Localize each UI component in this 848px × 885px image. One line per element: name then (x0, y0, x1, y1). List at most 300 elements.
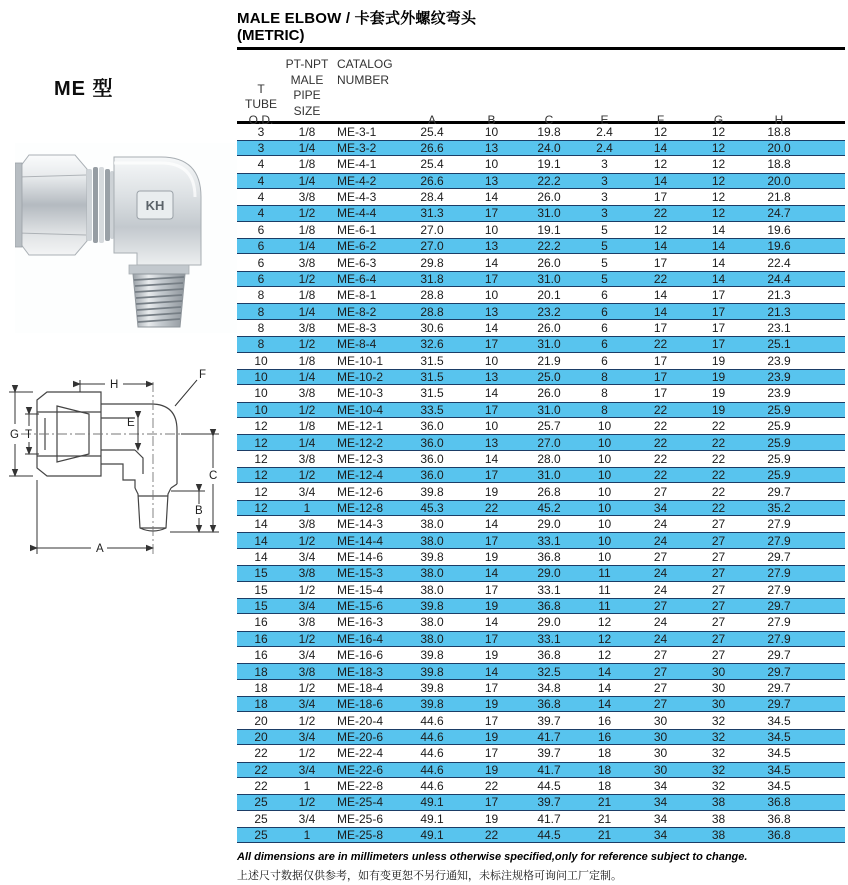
value-cell: 39.8 (420, 648, 444, 663)
table-row (237, 582, 845, 598)
catalog-number-cell: ME-16-6 (337, 648, 384, 663)
catalog-number-cell: ME-8-2 (337, 304, 377, 319)
value-cell: 34.5 (767, 729, 791, 744)
value-cell: 19 (484, 648, 499, 663)
value-cell: 31.0 (537, 206, 561, 221)
table-row (237, 451, 845, 467)
value-cell: 22 (484, 828, 499, 843)
catalog-number-cell: ME-8-3 (337, 320, 377, 335)
value-cell: 16 (254, 615, 268, 630)
catalog-number-cell: ME-4-1 (337, 157, 377, 172)
value-cell: 12 (653, 157, 668, 172)
catalog-number-cell: ME-15-3 (337, 566, 384, 581)
value-cell: 17 (711, 304, 726, 319)
value-cell: 20 (254, 729, 268, 744)
value-cell: 31.5 (420, 370, 444, 385)
value-cell: 44.5 (537, 779, 561, 794)
value-cell: 34 (653, 795, 668, 810)
value-cell: 22 (711, 451, 726, 466)
value-cell: 24 (653, 566, 668, 581)
value-cell: 17 (484, 631, 499, 646)
value-cell: 29.0 (537, 615, 561, 630)
value-cell: 1/2 (298, 402, 316, 417)
value-cell: 11 (598, 566, 611, 581)
value-cell: 17 (653, 353, 668, 368)
table-row (237, 271, 845, 287)
value-cell: 8 (257, 288, 265, 303)
dim-label-t: T (25, 429, 33, 441)
value-cell: 10 (254, 402, 268, 417)
value-cell: 28.8 (420, 288, 444, 303)
value-cell: 34.5 (767, 762, 791, 777)
value-cell: 25.1 (767, 337, 791, 352)
value-cell: 28.4 (420, 190, 444, 205)
value-cell: 18 (254, 680, 268, 695)
value-cell: 19.6 (767, 222, 791, 237)
value-cell: 1 (303, 828, 311, 843)
value-cell: 28.0 (537, 451, 561, 466)
value-cell: 3/4 (298, 648, 316, 663)
value-cell: 22 (711, 419, 726, 434)
value-cell: 44.6 (420, 779, 444, 794)
value-cell: 22 (711, 468, 726, 483)
value-cell: 1/8 (298, 157, 316, 172)
col-header-a: A (427, 112, 436, 127)
value-cell: 24 (653, 631, 668, 646)
value-cell: 4 (257, 157, 265, 172)
catalog-number-cell: ME-18-6 (337, 697, 384, 712)
value-cell: 1/4 (298, 304, 316, 319)
value-cell: 8 (601, 402, 608, 417)
table-row (237, 696, 845, 712)
value-cell: 29.7 (767, 550, 791, 565)
value-cell: 14 (597, 680, 612, 695)
value-cell: 14 (484, 664, 499, 679)
value-cell: 27 (653, 697, 668, 712)
value-cell: 5 (601, 255, 608, 270)
value-cell: 10 (484, 124, 499, 139)
value-cell: 38.0 (420, 517, 444, 532)
value-cell: 11 (598, 599, 611, 614)
catalog-number-cell: ME-8-4 (337, 337, 377, 352)
brand-stamp: KH (145, 198, 165, 213)
value-cell: 49.1 (420, 795, 444, 810)
catalog-number-cell: ME-18-3 (337, 664, 384, 679)
value-cell: 30 (711, 664, 726, 679)
catalog-number-cell: ME-25-8 (337, 828, 384, 843)
value-cell: 1/8 (298, 419, 316, 434)
value-cell: 21.3 (767, 304, 791, 319)
value-cell: 27 (653, 484, 668, 499)
col-header-e: E (600, 112, 609, 127)
series-label: ME 型 (54, 78, 114, 100)
value-cell: 12 (711, 173, 726, 188)
table-row (237, 418, 845, 434)
value-cell: 27.9 (767, 631, 791, 646)
value-cell: 26.6 (420, 141, 444, 156)
header-line: NUMBER (337, 72, 390, 87)
value-cell: 26.0 (537, 320, 561, 335)
value-cell: 39.8 (420, 599, 444, 614)
value-cell: 32.6 (420, 337, 444, 352)
value-cell: 27.0 (420, 239, 444, 254)
value-cell: 1 (303, 779, 311, 794)
value-cell: 22 (484, 500, 499, 515)
value-cell: 22 (711, 500, 726, 515)
value-cell: 44.6 (420, 713, 444, 728)
col-header-g: G (713, 112, 724, 127)
value-cell: 1/4 (298, 370, 316, 385)
table-row (237, 745, 845, 761)
value-cell: 3/4 (298, 550, 316, 565)
value-cell: 12 (597, 648, 612, 663)
value-cell: 31.5 (420, 386, 444, 401)
value-cell: 18 (254, 697, 268, 712)
value-cell: 33.5 (420, 402, 444, 417)
catalog-number-cell: ME-16-3 (337, 615, 384, 630)
value-cell: 12 (711, 206, 726, 221)
value-cell: 22 (653, 402, 668, 417)
table-row (237, 614, 845, 630)
value-cell: 10 (484, 222, 499, 237)
value-cell: 11 (598, 582, 611, 597)
value-cell: 36.8 (767, 828, 791, 843)
table-row (237, 336, 845, 352)
table-row (237, 222, 845, 238)
catalog-number-cell: ME-12-8 (337, 500, 384, 515)
catalog-number-cell: ME-20-6 (337, 729, 384, 744)
table-row (237, 303, 845, 319)
value-cell: 20 (254, 713, 268, 728)
value-cell: 39.8 (420, 697, 444, 712)
value-cell: 31.3 (420, 206, 444, 221)
value-cell: 14 (484, 190, 499, 205)
value-cell: 29.0 (537, 566, 561, 581)
catalog-number-cell: ME-3-2 (337, 141, 377, 156)
table-row (237, 663, 845, 679)
value-cell: 27.9 (767, 517, 791, 532)
value-cell: 27 (711, 599, 726, 614)
value-cell: 14 (484, 517, 499, 532)
value-cell: 23.1 (767, 320, 791, 335)
value-cell: 49.1 (420, 811, 444, 826)
value-cell: 5 (601, 271, 608, 286)
dim-label-e: E (127, 417, 135, 429)
product-photo (15, 143, 237, 333)
value-cell: 19 (484, 762, 499, 777)
table-row (237, 156, 845, 172)
value-cell: 1/8 (298, 288, 316, 303)
value-cell: 14 (254, 533, 268, 548)
header-line: PIPE (293, 88, 321, 102)
value-cell: 22 (653, 468, 668, 483)
table-row (237, 173, 845, 189)
value-cell: 10 (254, 386, 268, 401)
value-cell: 25.9 (767, 435, 791, 450)
value-cell: 3 (257, 141, 265, 156)
value-cell: 13 (484, 435, 499, 450)
value-cell: 10 (597, 533, 612, 548)
value-cell: 1/2 (298, 468, 316, 483)
value-cell: 1/2 (298, 533, 316, 548)
table-row (237, 467, 845, 483)
value-cell: 30 (711, 697, 726, 712)
value-cell: 3/4 (298, 484, 316, 499)
table-row (237, 647, 845, 663)
value-cell: 14 (711, 239, 726, 254)
value-cell: 39.7 (537, 746, 561, 761)
table-row (237, 287, 845, 303)
value-cell: 31.0 (537, 271, 561, 286)
value-cell: 26.0 (537, 255, 561, 270)
value-cell: 12 (711, 124, 726, 139)
catalog-number-cell: ME-25-4 (337, 795, 384, 810)
value-cell: 1/2 (298, 713, 316, 728)
value-cell: 27 (711, 566, 726, 581)
value-cell: 3/4 (298, 729, 316, 744)
value-cell: 27 (653, 599, 668, 614)
value-cell: 32 (711, 729, 726, 744)
dim-label-f: F (199, 369, 207, 381)
value-cell: 10 (254, 370, 268, 385)
value-cell: 24 (653, 533, 668, 548)
value-cell: 31.0 (537, 337, 561, 352)
catalog-number-cell: ME-12-1 (337, 419, 384, 434)
value-cell: 29.7 (767, 680, 791, 695)
value-cell: 3 (601, 206, 608, 221)
catalog-number-cell: ME-4-2 (337, 173, 377, 188)
catalog-number-cell: ME-10-3 (337, 386, 384, 401)
value-cell: 12 (653, 124, 668, 139)
dim-label-b: B (195, 505, 203, 517)
value-cell: 3/4 (298, 697, 316, 712)
value-cell: 1/2 (298, 795, 316, 810)
value-cell: 13 (484, 173, 499, 188)
value-cell: 2.4 (596, 141, 613, 156)
value-cell: 33.1 (537, 582, 561, 597)
value-cell: 12 (254, 451, 268, 466)
value-cell: 15 (254, 582, 268, 597)
value-cell: 39.8 (420, 550, 444, 565)
value-cell: 38.0 (420, 533, 444, 548)
value-cell: 29.7 (767, 697, 791, 712)
value-cell: 29.7 (767, 484, 791, 499)
catalog-number-cell: ME-14-6 (337, 550, 384, 565)
footnote-english: All dimensions are in millimeters unless otherwise specified,only for reference subject to change. (237, 851, 748, 864)
value-cell: 10 (484, 419, 499, 434)
value-cell: 21.8 (767, 190, 791, 205)
table-row (237, 549, 845, 565)
value-cell: 4 (257, 190, 265, 205)
value-cell: 3/8 (298, 451, 316, 466)
value-cell: 31.0 (537, 402, 561, 417)
table-row (237, 729, 845, 745)
value-cell: 45.2 (537, 500, 561, 515)
value-cell: 24 (653, 582, 668, 597)
value-cell: 14 (484, 451, 499, 466)
dim-label-h: H (110, 379, 119, 391)
value-cell: 27 (653, 664, 668, 679)
value-cell: 13 (484, 239, 499, 254)
value-cell: 10 (484, 157, 499, 172)
value-cell: 24.7 (767, 206, 791, 221)
value-cell: 41.7 (537, 762, 561, 777)
table-row (237, 516, 845, 532)
value-cell: 14 (597, 664, 612, 679)
value-cell: 27 (711, 648, 726, 663)
catalog-number-cell: ME-15-4 (337, 582, 384, 597)
catalog-number-cell: ME-12-4 (337, 468, 384, 483)
catalog-number-cell: ME-14-3 (337, 517, 384, 532)
value-cell: 16 (597, 713, 612, 728)
value-cell: 19 (484, 484, 499, 499)
value-cell: 13 (484, 370, 499, 385)
col-header-catalog-number (329, 50, 402, 130)
value-cell: 22 (653, 271, 668, 286)
value-cell: 36.8 (767, 811, 791, 826)
table-row (237, 140, 845, 156)
value-cell: 19 (484, 550, 499, 565)
value-cell: 12 (711, 157, 726, 172)
value-cell: 30 (653, 713, 668, 728)
value-cell: 22 (484, 779, 499, 794)
value-cell: 25.9 (767, 419, 791, 434)
value-cell: 1/4 (298, 435, 316, 450)
value-cell: 17 (711, 337, 726, 352)
table-row (237, 778, 845, 794)
value-cell: 1/8 (298, 222, 316, 237)
value-cell: 23.2 (537, 304, 561, 319)
value-cell: 30 (653, 762, 668, 777)
catalog-number-cell: ME-6-2 (337, 239, 377, 254)
value-cell: 3/8 (298, 386, 316, 401)
value-cell: 14 (653, 288, 668, 303)
value-cell: 24.4 (767, 271, 791, 286)
catalog-number-cell: ME-20-4 (337, 713, 384, 728)
value-cell: 39.7 (537, 795, 561, 810)
header-line: MALE (290, 72, 324, 87)
catalog-number-cell: ME-12-2 (337, 435, 384, 450)
value-cell: 29.8 (420, 255, 444, 270)
value-cell: 44.6 (420, 762, 444, 777)
value-cell: 3/8 (298, 320, 316, 335)
value-cell: 34.5 (767, 713, 791, 728)
value-cell: 18 (597, 779, 612, 794)
page-subtitle: (METRIC) (237, 27, 305, 44)
value-cell: 14 (484, 566, 499, 581)
value-cell: 3/8 (298, 566, 316, 581)
value-cell: 39.8 (420, 664, 444, 679)
value-cell: 15 (254, 599, 268, 614)
header-line: SIZE (293, 103, 321, 118)
value-cell: 8 (257, 337, 265, 352)
value-cell: 16 (597, 729, 612, 744)
value-cell: 1/2 (298, 631, 316, 646)
catalog-number-cell: ME-25-6 (337, 811, 384, 826)
value-cell: 49.1 (420, 828, 444, 843)
value-cell: 14 (254, 550, 268, 565)
value-cell: 34.5 (767, 746, 791, 761)
value-cell: 12 (597, 615, 612, 630)
value-cell: 17 (653, 320, 668, 335)
value-cell: 22 (254, 762, 268, 777)
value-cell: 27 (653, 648, 668, 663)
value-cell: 44.5 (537, 828, 561, 843)
value-cell: 1/2 (298, 746, 316, 761)
value-cell: 36.8 (767, 795, 791, 810)
table-row (237, 402, 845, 418)
header-line: T (257, 81, 265, 96)
value-cell: 16 (254, 648, 268, 663)
value-cell: 26.0 (537, 386, 561, 401)
value-cell: 19.1 (537, 157, 561, 172)
value-cell: 12 (254, 435, 268, 450)
value-cell: 17 (653, 386, 668, 401)
value-cell: 33.1 (537, 533, 561, 548)
value-cell: 25.7 (537, 419, 561, 434)
value-cell: 27 (711, 582, 726, 597)
value-cell: 3/8 (298, 255, 316, 270)
value-cell: 10 (597, 451, 612, 466)
table-row (237, 434, 845, 450)
value-cell: 14 (254, 517, 268, 532)
value-cell: 3 (601, 173, 608, 188)
col-header-h: H (774, 112, 784, 127)
value-cell: 22 (653, 435, 668, 450)
value-cell: 12 (597, 631, 612, 646)
value-cell: 8 (257, 320, 265, 335)
value-cell: 24.0 (537, 141, 561, 156)
catalog-number-cell: ME-12-6 (337, 484, 384, 499)
value-cell: 21 (597, 795, 612, 810)
table-row (237, 124, 845, 140)
catalog-number-cell: ME-14-4 (337, 533, 384, 548)
value-cell: 1/4 (298, 173, 316, 188)
value-cell: 14 (711, 222, 726, 237)
value-cell: 22 (254, 746, 268, 761)
value-cell: 17 (653, 370, 668, 385)
header-line: O.D. (248, 112, 274, 127)
value-cell: 29.0 (537, 517, 561, 532)
footnote-chinese: 上述尺寸数据仅供参考，如有变更恕不另行通知，未标注规格可询问工厂定制。 (237, 870, 622, 883)
value-cell: 39.8 (420, 680, 444, 695)
table-row (237, 827, 845, 843)
value-cell: 3/8 (298, 517, 316, 532)
value-cell: 25.4 (420, 157, 444, 172)
value-cell: 12 (254, 484, 268, 499)
value-cell: 19 (711, 386, 726, 401)
catalog-number-cell: ME-4-3 (337, 190, 377, 205)
value-cell: 17 (484, 795, 499, 810)
value-cell: 17 (484, 402, 499, 417)
value-cell: 27.9 (767, 615, 791, 630)
value-cell: 19 (484, 811, 499, 826)
value-cell: 14 (653, 141, 668, 156)
value-cell: 17 (484, 713, 499, 728)
value-cell: 14 (484, 386, 499, 401)
value-cell: 13 (484, 304, 499, 319)
value-cell: 16 (254, 631, 268, 646)
table-header (237, 50, 845, 127)
value-cell: 10 (597, 435, 612, 450)
header-line: CATALOG (337, 57, 393, 71)
value-cell: 30 (711, 680, 726, 695)
value-cell: 34 (653, 811, 668, 826)
value-cell: 36.8 (537, 648, 561, 663)
table-row (237, 369, 845, 385)
value-cell: 14 (484, 615, 499, 630)
table-row (237, 500, 845, 516)
